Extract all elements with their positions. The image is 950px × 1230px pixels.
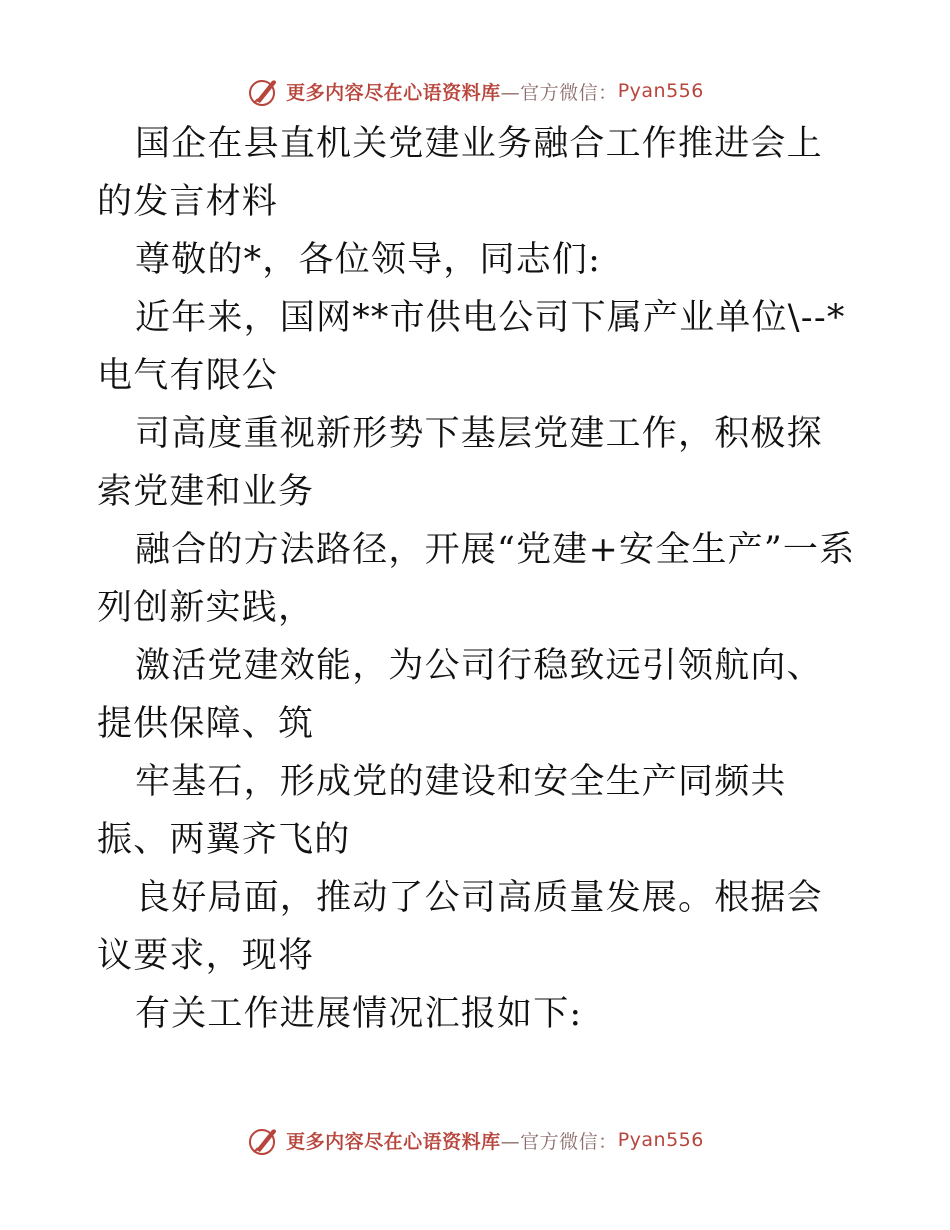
greeting-paragraph: 尊敬的*，各位领导，同志们: (135, 240, 602, 280)
banner-main-text: 更多内容尽在心语资料库 (286, 1130, 501, 1153)
feather-pen-logo-icon (246, 1122, 282, 1158)
body-paragraph: 良好局面，推动了公司高质量发展。根据会议要求，现将 (97, 878, 823, 976)
body-paragraph: 近年来，国网**市供电公司下属产业单位\--*电气有限公 (97, 298, 846, 396)
banner-wechat-id: Pyan556 (617, 80, 704, 102)
feather-pen-logo-icon (246, 73, 282, 109)
body-paragraph: 有关工作进展情况汇报如下: (135, 994, 583, 1034)
document-title: 国企在县直机关党建业务融合工作推进会上的发言材料 (97, 124, 823, 222)
banner-main-text: 更多内容尽在心语资料库 (286, 81, 501, 104)
body-paragraph: 激活党建效能，为公司行稳致远引领航向、提供保障、筑 (97, 646, 823, 744)
banner-mid-text: —官方微信： (500, 81, 618, 104)
banner-wechat-id: Pyan556 (617, 1129, 704, 1151)
header-banner (0, 71, 950, 111)
body-paragraph: 融合的方法路径，开展“党建+安全生产”一系列创新实践， (97, 530, 856, 628)
footer-banner (0, 1120, 950, 1160)
body-paragraph: 牢基石，形成党的建设和安全生产同频共振、两翼齐飞的 (97, 762, 787, 860)
document-body (97, 115, 857, 1043)
body-paragraph: 司高度重视新形势下基层党建工作，积极探索党建和业务 (97, 414, 823, 512)
banner-mid-text: —官方微信： (500, 1130, 618, 1153)
